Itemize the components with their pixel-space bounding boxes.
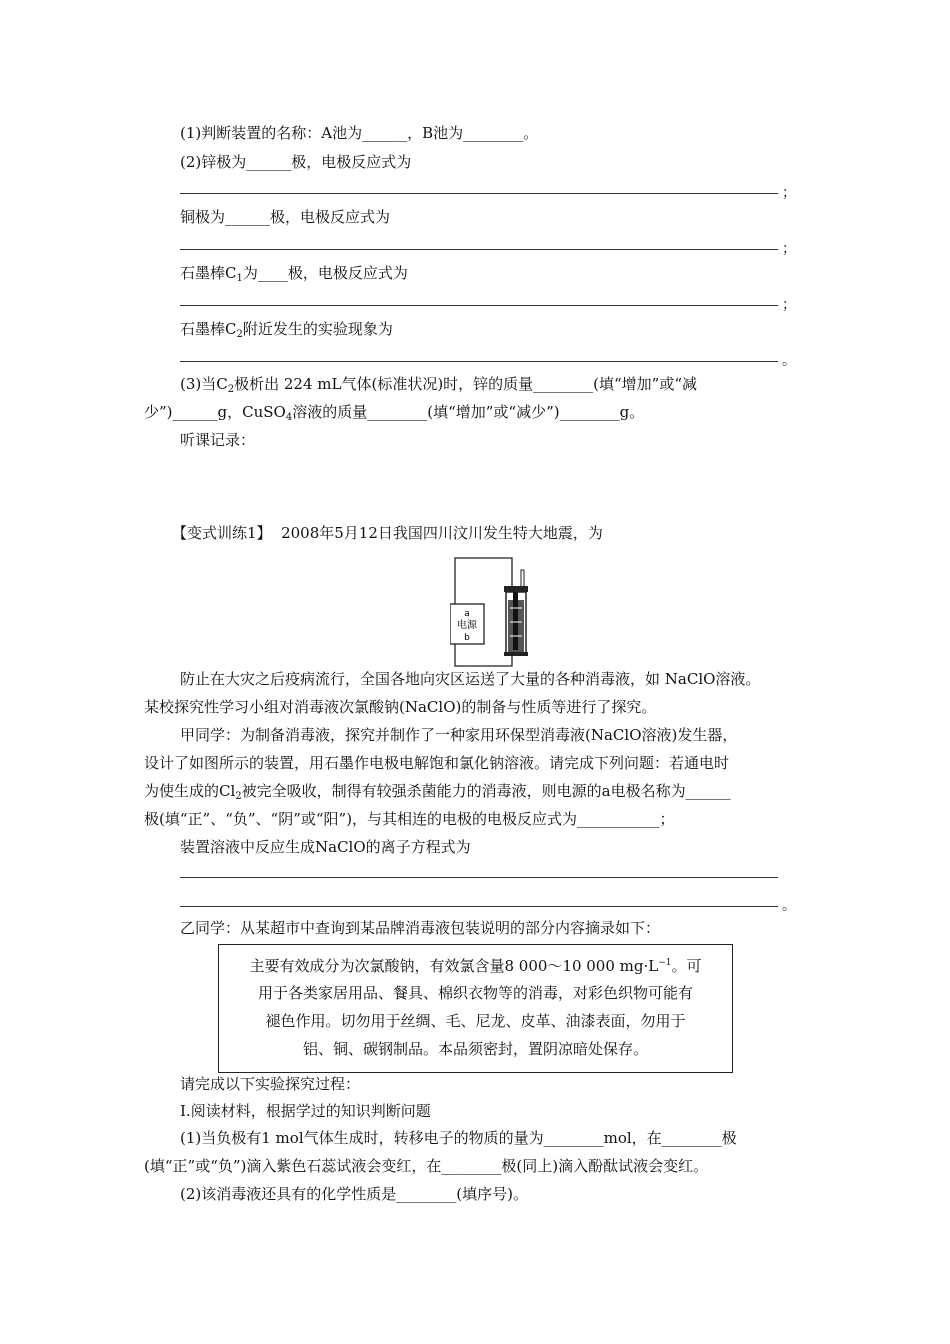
- box-line: 褪色作用。切勿用于丝绸、毛、尼龙、皮革、油漆表面，勿用于: [265, 1012, 686, 1030]
- question-3-cont: 少”)______g，CuSO$_4$溶液的质量________(填“增加”或“减少”)________g。: [144, 403, 645, 423]
- answer-line: [180, 193, 778, 194]
- electrode-b-label: b: [464, 633, 470, 643]
- box-line: 主要有效成分为次氯酸钠，有效氯含量8 000～10 000 $mg\cdot L^{-1}$。可: [249, 957, 702, 975]
- box-line: 铝、铜、碳钢制品。本品须密封，置阴凉暗处保存。: [302, 1040, 648, 1058]
- paragraph-line: (填“正”或“负”)滴入紫色石蕊试液会变红，在________极(同上)滴入酚酞试液会变红。: [144, 1157, 709, 1175]
- question-2-c1: 石墨棒$C_1$为____极，电极反应式为: [180, 264, 408, 284]
- power-source-label: 电源: [457, 620, 477, 631]
- paragraph-line: (2)该消毒液还具有的化学性质是________(填序号)。: [180, 1185, 528, 1203]
- notes-label: 听课记录：: [180, 431, 256, 449]
- answer-line: [180, 249, 778, 250]
- answer-line: [180, 305, 778, 306]
- semicolon: ；: [782, 185, 796, 201]
- electrode-a-label: a: [464, 609, 470, 619]
- paragraph-line: (1)当负极有1 mol气体生成时，转移电子的物质的量为________mol，在________极: [180, 1129, 737, 1147]
- question-2: (2)锌极为______极，电极反应式为: [180, 153, 412, 171]
- period: 。: [782, 353, 796, 369]
- paragraph-line: 甲同学：为制备消毒液，探究并制作了一种家用环保型消毒液(NaClO溶液)发生器，: [180, 726, 738, 744]
- paragraph-line: 装置溶液中反应生成NaClO的离子方程式为: [180, 838, 471, 856]
- paragraph-line: 乙同学：从某超市中查询到某品牌消毒液包装说明的部分内容摘录如下：: [180, 919, 661, 937]
- answer-line: [180, 906, 778, 907]
- box-line: 用于各类家居用品、餐具、棉织衣物等的消毒，对彩色织物可能有: [257, 984, 693, 1002]
- question-2-copper: 铜极为______极，电极反应式为: [180, 208, 391, 226]
- paragraph-line: 为使生成的$Cl_2$被完全吸收，制得有较强杀菌能力的消毒液，则电源的a电极名称为______: [144, 782, 731, 802]
- answer-line: [180, 361, 778, 362]
- answer-line: [180, 877, 778, 878]
- paragraph-line: 设计了如图所示的装置，用石墨作电极电解饱和氯化钠溶液。请完成下列问题：若通电时: [144, 754, 730, 772]
- paragraph-line: 请完成以下实验探究过程：: [180, 1075, 361, 1093]
- paragraph-line: 防止在大灾之后疫病流行，全国各地向灾区运送了大量的各种消毒液，如 NaClO溶液。: [180, 670, 761, 688]
- semicolon: ；: [782, 297, 796, 313]
- question-2-c2: 石墨棒$C_2$附近发生的实验现象为: [180, 320, 393, 340]
- question-1: (1)判断装置的名称：A池为______，B池为________。: [180, 124, 539, 142]
- semicolon: ；: [782, 241, 796, 257]
- question-3: (3)当$C_2$极析出 224 mL气体(标准状况)时，锌的质量________(填“增加”或“减: [180, 375, 698, 395]
- electrolysis-apparatus-figure: [450, 556, 540, 668]
- paragraph-line: 某校探究性学习小组对消毒液次氯酸钠(NaClO)的制备与性质等进行了探究。: [144, 698, 657, 716]
- period: 。: [782, 898, 796, 914]
- paragraph-line: Ⅰ.阅读材料，根据学过的知识判断问题: [180, 1102, 431, 1120]
- paragraph-line: 极(填“正”、“负”、“阴”或“阳”)，与其相连的电极的电极反应式为___________；: [144, 810, 675, 828]
- product-label-box: [218, 944, 733, 1073]
- variant-heading: 【变式训练1】 2008年5月12日我国四川汶川发生特大地震，为: [172, 524, 603, 542]
